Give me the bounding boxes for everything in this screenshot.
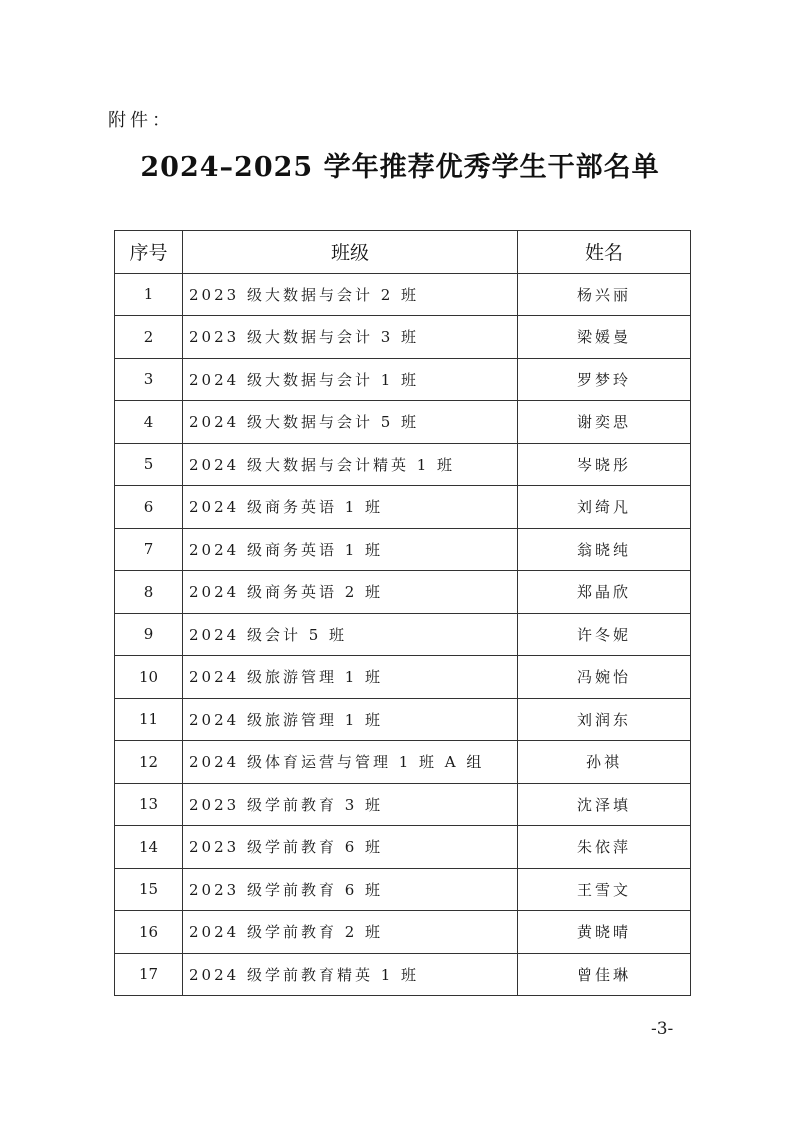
cell-name: 岑晓彤 bbox=[518, 443, 691, 486]
cell-class: 2023 级大数据与会计 2 班 bbox=[183, 273, 518, 316]
table-row bbox=[115, 656, 691, 699]
cell-seq: 14 bbox=[115, 826, 183, 869]
cell-class: 2024 级大数据与会计精英 1 班 bbox=[183, 443, 518, 486]
table-row bbox=[115, 613, 691, 656]
table-row bbox=[115, 741, 691, 784]
cell-seq: 11 bbox=[115, 698, 183, 741]
cell-name: 杨兴丽 bbox=[518, 273, 691, 316]
cell-name: 王雪文 bbox=[518, 868, 691, 911]
cell-name: 刘绮凡 bbox=[518, 486, 691, 529]
cell-class: 2023 级学前教育 6 班 bbox=[183, 826, 518, 869]
table-row bbox=[115, 911, 691, 954]
cell-name: 许冬妮 bbox=[518, 613, 691, 656]
table-row bbox=[115, 486, 691, 529]
table-row bbox=[115, 953, 691, 996]
cell-class: 2024 级商务英语 1 班 bbox=[183, 486, 518, 529]
cell-name: 郑晶欣 bbox=[518, 571, 691, 614]
document-title: 2024–2025 学年推荐优秀学生干部名单 bbox=[140, 152, 660, 183]
cell-class: 2024 级学前教育 2 班 bbox=[183, 911, 518, 954]
cell-name: 孙祺 bbox=[518, 741, 691, 784]
table-row bbox=[115, 868, 691, 911]
table-row bbox=[115, 358, 691, 401]
cell-name: 翁晓纯 bbox=[518, 528, 691, 571]
cell-class: 2023 级大数据与会计 3 班 bbox=[183, 316, 518, 359]
cell-name: 冯婉怡 bbox=[518, 656, 691, 699]
table-row bbox=[115, 783, 691, 826]
cell-class: 2024 级体育运营与管理 1 班 A 组 bbox=[183, 741, 518, 784]
header-name: 姓名 bbox=[518, 231, 691, 274]
cell-name: 梁媛曼 bbox=[518, 316, 691, 359]
cell-seq: 8 bbox=[115, 571, 183, 614]
cell-seq: 16 bbox=[115, 911, 183, 954]
cell-class: 2024 级大数据与会计 5 班 bbox=[183, 401, 518, 444]
table-row bbox=[115, 698, 691, 741]
cell-name: 刘润东 bbox=[518, 698, 691, 741]
cell-class: 2024 级旅游管理 1 班 bbox=[183, 698, 518, 741]
header-seq: 序号 bbox=[115, 231, 183, 274]
cell-seq: 10 bbox=[115, 656, 183, 699]
student-cadre-table bbox=[114, 230, 691, 996]
table-row bbox=[115, 443, 691, 486]
table-row bbox=[115, 273, 691, 316]
cell-seq: 2 bbox=[115, 316, 183, 359]
cell-seq: 5 bbox=[115, 443, 183, 486]
cell-seq: 1 bbox=[115, 273, 183, 316]
cell-name: 谢奕思 bbox=[518, 401, 691, 444]
cell-name: 曾佳琳 bbox=[518, 953, 691, 996]
page-number: -3- bbox=[651, 1019, 674, 1039]
cell-seq: 4 bbox=[115, 401, 183, 444]
table-header-row bbox=[115, 231, 691, 274]
cell-class: 2024 级商务英语 1 班 bbox=[183, 528, 518, 571]
cell-seq: 15 bbox=[115, 868, 183, 911]
cell-seq: 12 bbox=[115, 741, 183, 784]
header-class: 班级 bbox=[183, 231, 518, 274]
cell-class: 2023 级学前教育 3 班 bbox=[183, 783, 518, 826]
cell-name: 黄晓晴 bbox=[518, 911, 691, 954]
cell-seq: 17 bbox=[115, 953, 183, 996]
cell-name: 罗梦玲 bbox=[518, 358, 691, 401]
cell-class: 2024 级旅游管理 1 班 bbox=[183, 656, 518, 699]
cell-class: 2024 级学前教育精英 1 班 bbox=[183, 953, 518, 996]
cell-seq: 13 bbox=[115, 783, 183, 826]
table-body bbox=[115, 273, 691, 996]
cell-class: 2023 级学前教育 6 班 bbox=[183, 868, 518, 911]
cell-seq: 6 bbox=[115, 486, 183, 529]
cell-name: 朱依萍 bbox=[518, 826, 691, 869]
cell-class: 2024 级商务英语 2 班 bbox=[183, 571, 518, 614]
attachment-label: 附件： bbox=[108, 110, 174, 131]
cell-class: 2024 级大数据与会计 1 班 bbox=[183, 358, 518, 401]
cell-seq: 3 bbox=[115, 358, 183, 401]
cell-seq: 7 bbox=[115, 528, 183, 571]
table-row bbox=[115, 528, 691, 571]
cell-name: 沈泽填 bbox=[518, 783, 691, 826]
cell-seq: 9 bbox=[115, 613, 183, 656]
table-row bbox=[115, 826, 691, 869]
cell-class: 2024 级会计 5 班 bbox=[183, 613, 518, 656]
table-row bbox=[115, 316, 691, 359]
table-row bbox=[115, 401, 691, 444]
table-row bbox=[115, 571, 691, 614]
